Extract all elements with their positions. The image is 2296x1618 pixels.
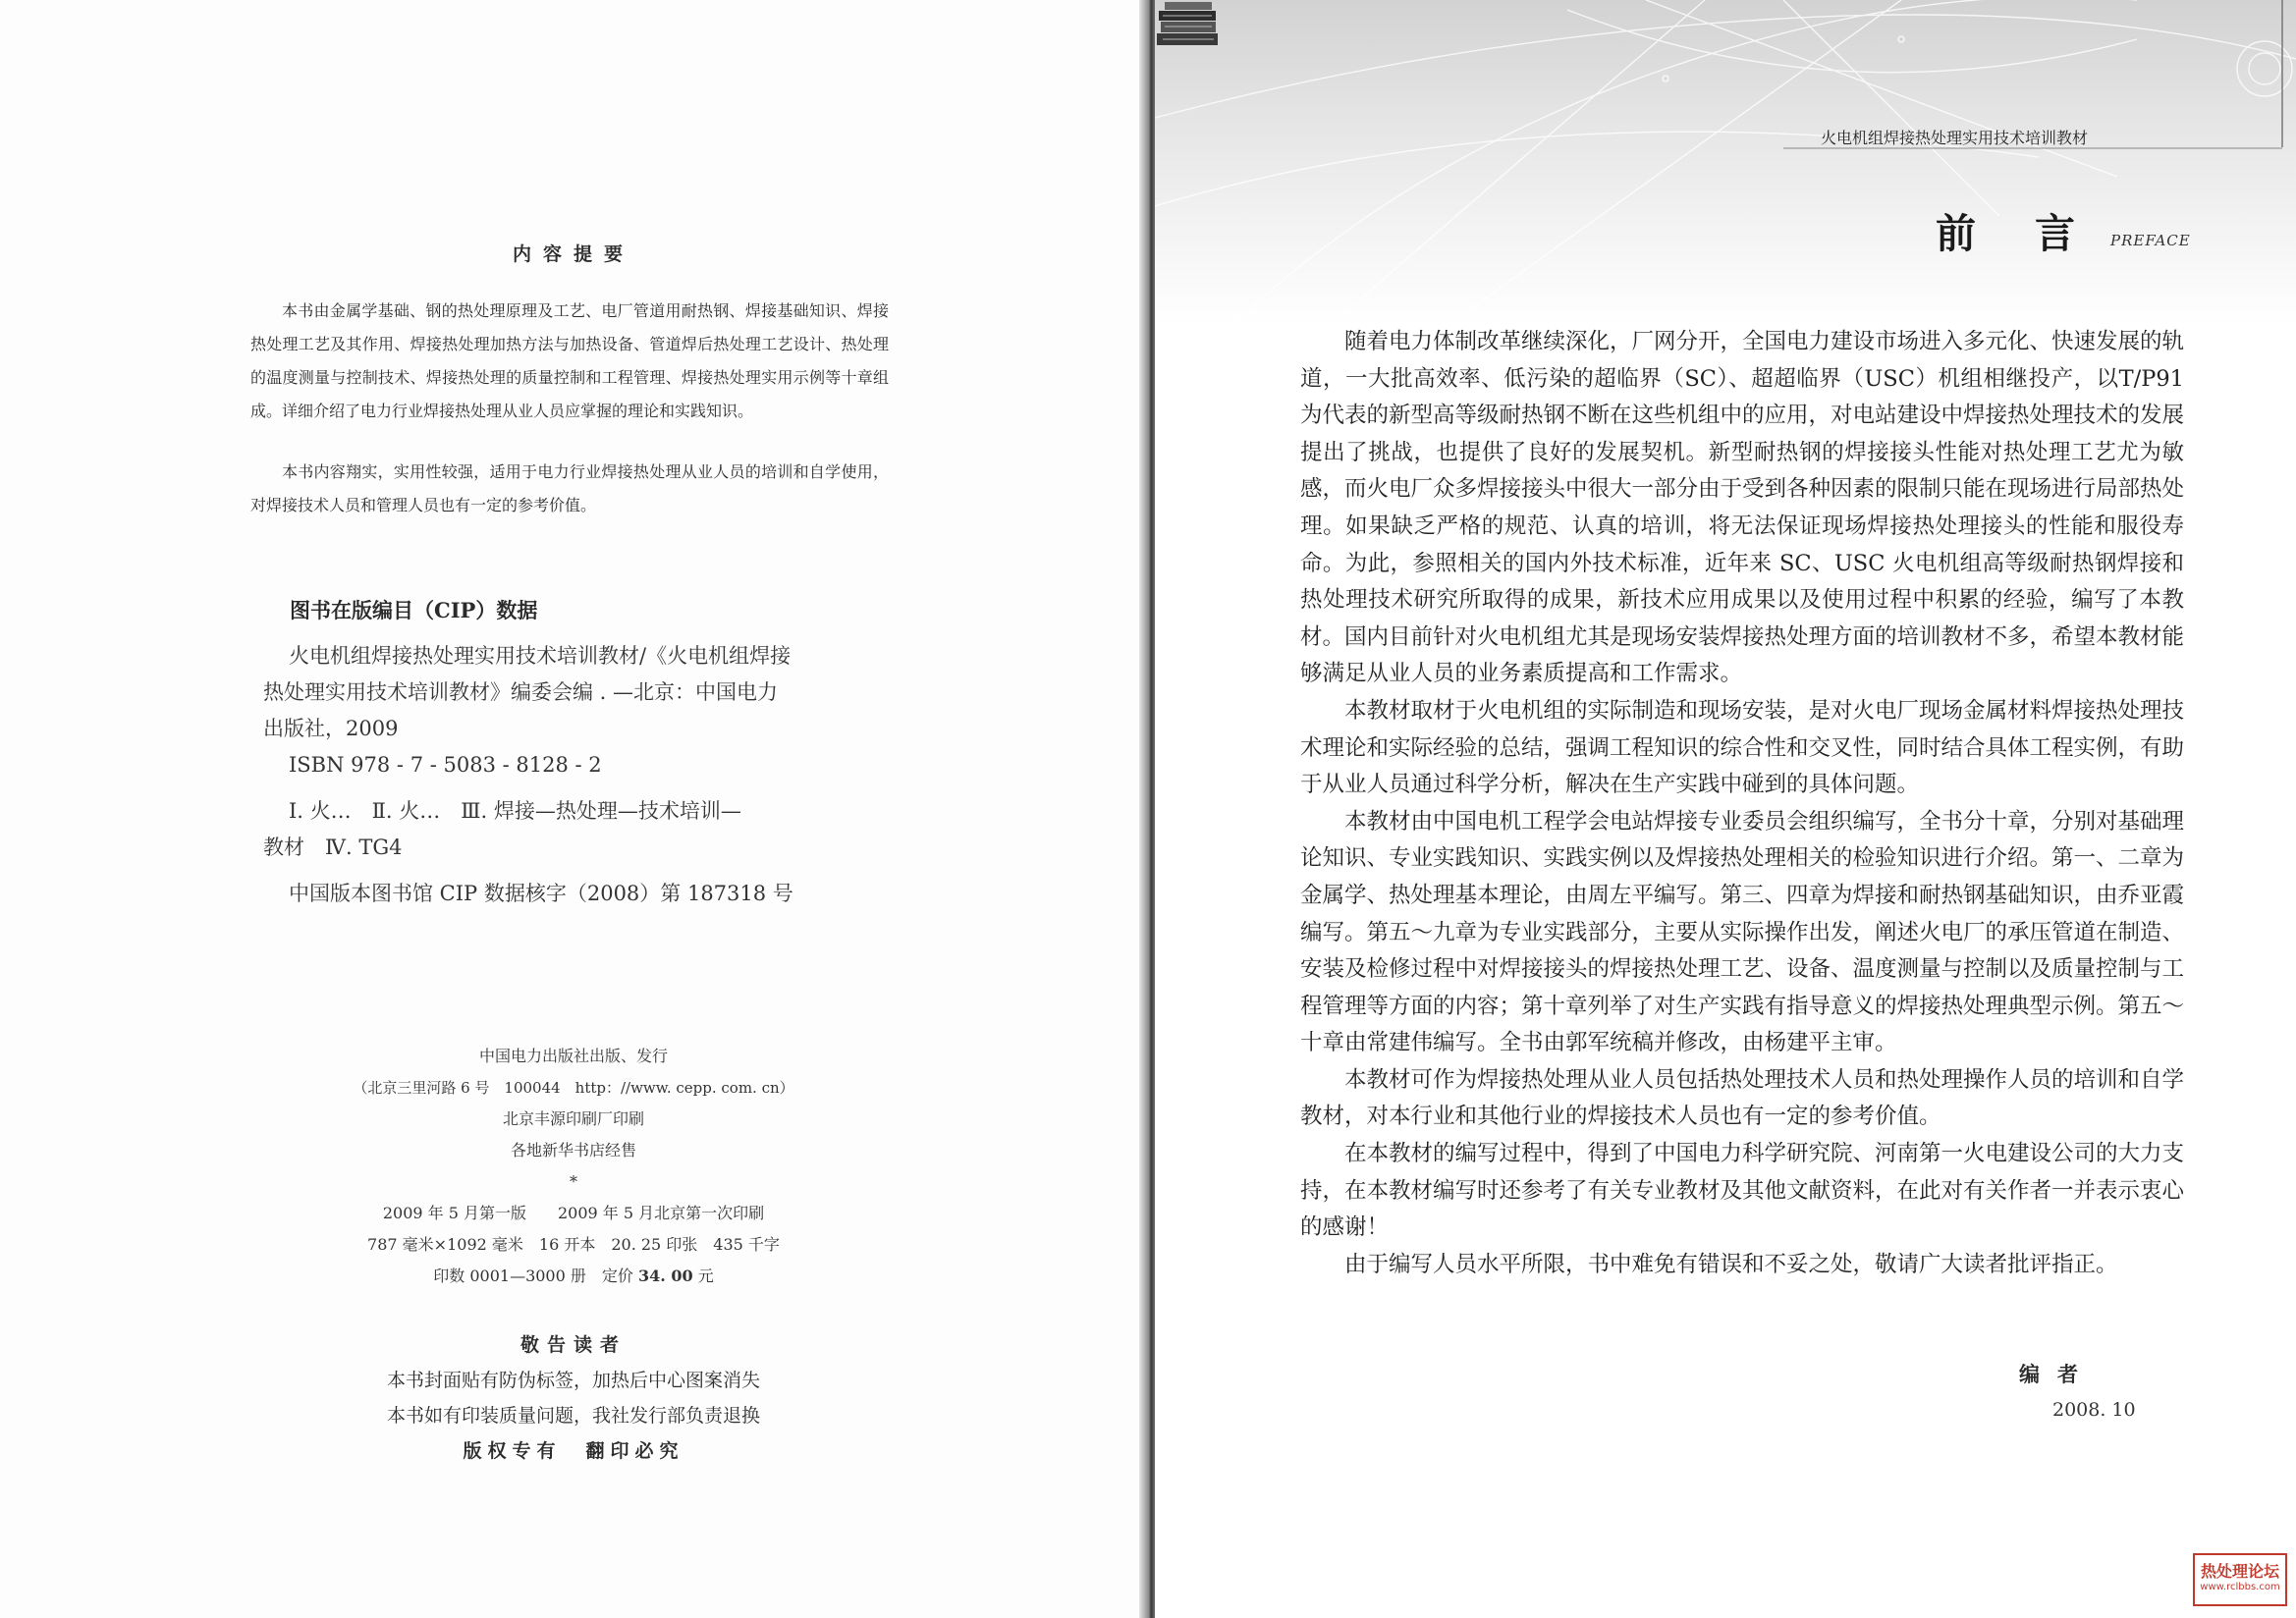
preface-paragraph: 本教材可作为焊接热处理从业人员包括热处理技术人员和热处理操作人员的培训和自学教材，对本行业和其他行业的焊接技术人员也有一定的参考价值。: [1300, 1066, 2185, 1130]
cip-line: 中国版本图书馆 CIP 数据核字（2008）第 187318 号: [289, 882, 793, 905]
price-value: 34. 00: [637, 1267, 693, 1285]
preface-body: [1300, 324, 2184, 1283]
preface-header-band: [1155, 0, 2296, 324]
cip-isbn: ISBN 978 - 7 - 5083 - 8128 - 2: [289, 753, 602, 777]
notice-line: 本书封面贴有防伪标签，加热后中心图案消失: [386, 1370, 760, 1391]
cip-line: 热处理实用技术培训教材》编委会编 . —北京：中国电力: [263, 680, 779, 704]
colophon-separator: *: [570, 1172, 577, 1191]
right-page: [1155, 0, 2296, 1618]
preface-paragraph: 由于编写人员水平所限，书中难免有错误和不妥之处，敬请广大读者批评指正。: [1344, 1251, 2118, 1277]
colophon: [0, 1041, 1147, 1292]
watermark-label: 热处理论坛: [2200, 1562, 2279, 1581]
colophon-distributor: 各地新华书店经售: [510, 1141, 636, 1160]
preface-paragraph: 在本教材的编写过程中，得到了中国电力科学研究院、河南第一火电建设公司的大力支持，在本教材编写时还参考了有关专业教材及其他文献资料，在此对有关作者一并表示衷心的感谢！: [1300, 1141, 2185, 1241]
preface-date: 2008. 10: [2052, 1399, 2136, 1421]
colophon-address: （北京三里河路 6 号 100044 http：//www. cepp. com. cn）: [353, 1079, 794, 1097]
summary-paragraph: 本书由金属学基础、钢的热处理原理及工艺、电厂管道用耐热钢、焊接基础知识、焊接热处理工艺及其作用、焊接热处理加热方法与加热设备、管道焊后热处理工艺设计、热处理的温度测量与控制技术、焊接热处理的质量控制和工程管理、焊接热处理实用示例等十章组成。详细介绍了电力行业焊接热处理从业人员应掌握的理论和实践知识。: [250, 301, 889, 420]
colophon-printer: 北京丰源印刷厂印刷: [502, 1109, 644, 1128]
cip-line: 教材 Ⅳ. TG4: [263, 836, 403, 859]
colophon-edition: 2009 年 5 月第一版 2009 年 5 月北京第一次印刷: [382, 1204, 765, 1222]
print-run-text: 印数 0001—3000 册 定价: [433, 1267, 638, 1285]
preface-title: 前言: [1936, 210, 2134, 257]
forum-watermark: [2193, 1553, 2287, 1606]
preface-english-title: PREFACE: [2110, 232, 2191, 249]
watermark-url: www.rclbbs.com: [2200, 1582, 2280, 1592]
colophon-print-run: [0, 1261, 1147, 1292]
reader-notice: [0, 1327, 1147, 1469]
cip-line: 出版社，2009: [263, 717, 399, 740]
preface-paragraph: 本教材取材于火电机组的实际制造和现场安装，是对火电厂现场金属材料焊接热处理技术理论和实际经验的总结，强调工程知识的综合性和交叉性，同时结合具体工程实例，有助于从业人员通过科学分析，解决在生产实践中碰到的具体问题。: [1300, 697, 2185, 798]
preface-signature: 编者: [2019, 1362, 2096, 1386]
cip-data-block: [263, 638, 862, 912]
colophon-publisher: 中国电力出版社出版、发行: [478, 1047, 668, 1065]
summary-title: 内容提要: [512, 243, 634, 265]
preface-paragraph: 随着电力体制改革继续深化，厂网分开，全国电力建设市场进入多元化、快速发展的轨道，一大批高效率、低污染的超临界（SC）、超超临界（USC）机组相继投产，以T/P91 为代表的新型高等级耐热钢不断在这些机组中的应用，对电站建设中焊接热处理技术的发展提出了挑战，也提供了良好的发展契机。新型耐热钢的焊接接头性能对热处理工艺尤为敏感，而火电厂众多焊接接头中很大一部分由于受到各种因素的限制只能在现场进行局部热处理。如果缺乏严格的规范、认真的培训，将无法保证现场焊接热处理接头的性能和服役寿命。为此，参照相关的国内外技术标准，近年来 SC、USC 火电机组高等级耐热钢焊接和热处理技术研究所取得的成果，新技术应用成果以及使用过程中积累的经验，编写了本教材。国内目前针对火电机组尤其是现场安装焊接热处理方面的培训教材不多，希望本教材能够满足从业人员的业务素质提高和工作需求。: [1300, 329, 2185, 687]
preface-paragraph: 本教材由中国电机工程学会电站焊接专业委员会组织编写，全书分十章，分别对基础理论知识、专业实践知识、实践实例以及焊接热处理相关的检验知识进行介绍。第一、二章为金属学、热处理基本理论，由周左平编写。第三、四章为焊接和耐热钢基础知识，由乔亚霞编写。第五～九章为专业实践部分，主要从实际操作出发，阐述火电厂的承压管道在制造、安装及检修过程中对焊接接头的焊接热处理工艺、设备、温度测量与控制以及质量控制与工程管理等方面的内容；第十章列举了对生产实践有指导意义的焊接热处理典型示例。第五～十章由常建伟编写。全书由郭军统稿并修改，由杨建平主审。: [1300, 808, 2185, 1056]
decorative-lines-graphic: [1155, 0, 2296, 324]
colophon-format: 787 毫米×1092 毫米 16 开本 20. 25 印张 435 千字: [367, 1235, 780, 1254]
summary-paragraph: 本书内容翔实，实用性较强，适用于电力行业焊接热处理从业人员的培训和自学使用，对焊接技术人员和管理人员也有一定的参考价值。: [250, 462, 889, 514]
cip-line: Ⅰ. 火… Ⅱ. 火… Ⅲ. 焊接—热处理—技术培训—: [289, 799, 741, 823]
cip-heading: 图书在版编目（CIP）数据: [290, 598, 538, 622]
series-title: 火电机组焊接热处理实用技术培训教材: [1821, 129, 2089, 147]
notice-line: 本书如有印装质量问题，我社发行部负责退换: [386, 1405, 760, 1427]
left-page: [0, 0, 1147, 1618]
price-unit: 元: [692, 1267, 714, 1285]
notice-title: 敬告读者: [519, 1334, 627, 1356]
cip-line: 火电机组焊接热处理实用技术培训教材/《火电机组焊接: [289, 644, 792, 668]
copyright-notice: 版权专有 翻印必究: [463, 1440, 684, 1462]
book-stack-icon: [1155, 0, 1222, 49]
